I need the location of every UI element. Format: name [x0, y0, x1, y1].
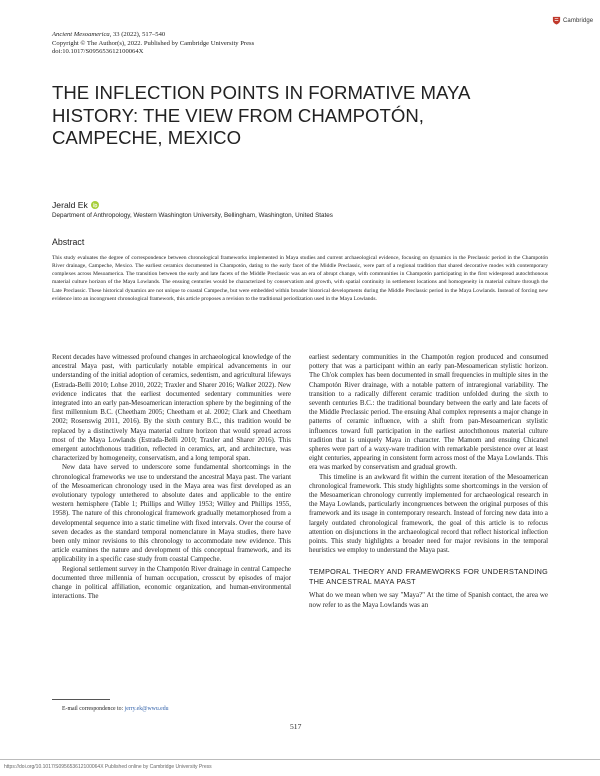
body-right-column — [309, 353, 548, 610]
page-number: 517 — [290, 722, 302, 731]
journal-name: Ancient Mesoamerica — [52, 31, 110, 38]
author-line — [52, 200, 99, 210]
orcid-icon[interactable] — [91, 201, 99, 209]
journal-meta — [52, 31, 254, 57]
journal-volume-pages: , 33 (2022), 517–540 — [109, 31, 166, 38]
publisher-logo — [552, 16, 593, 25]
copyright-line: Copyright © The Author(s), 2022. Published by Cambridge University Press — [52, 39, 255, 47]
footnote-label: E-mail correspondence to: — [62, 706, 125, 712]
footnote — [62, 706, 169, 712]
abstract-text: This study evaluates the degree of correspondence between chronological frameworks implemented in Maya studies and current archaeological evidence, focusing on dynamics in the Preclassic period in the Champotón River drainage, Campeche, Mexico. The earliest ceramics documented in Champotón, dating to the early facet of the Middle Preclassic, were part of a regional tradition that shared decorative modes with contemporary complexes across Mesoamerica. The transition between the early and late facets of the Middle Preclassic was an era of abrupt change, with communities in Champotón participating in the first widespread autochthonous material culture horizon of the Maya Lowlands. The ensuing centuries would be characterized by conservatism and growth, with spatial continuity in settlement locations and homogeneity in material culture through the Late Preclassic. These historical dynamics are not unique to coastal Campeche, but were embedded within broader historical developments during the Middle Preclassic period in the Maya Lowlands. Instead of forcing new evidence into an incongruent chronological framework, this article proposes a revision to the traditional periodization used in the Maya Lowlands. — [52, 255, 548, 302]
footnote-email-link[interactable]: jerry.ek@wwu.edu — [124, 706, 169, 712]
body-paragraph: What do we mean when we say "Maya?" At the time of Spanish contact, the area we now refer to as the Maya Lowlands was an — [309, 591, 548, 609]
body-paragraph: earliest sedentary communities in the Champotón region produced and consumed pottery that was a participant within an early pan-Mesoamerican stylistic horizon. The Ch'ok complex has been documented in small frequencies in multiple sites in the Champotón River drainage, with a notable pattern of intraregional variability. The transition to a radically different ceramic tradition unfolded during the sixth to seventh centuries B.C.: the traditional boundary between the early and late facets of the Middle Preclassic period. The ensuing Ahal complex represents a major change in patterns of ceramic influence, with a shift from pan-Mesoamerican stylistic influences toward full participation in the earliest autochthonous material culture tradition that is uniquely Maya in character. The Mamom and ensuing Chicanel spheres were part of a waxy-ware tradition with remarkable persistence over at least eight centuries, appearing in consistent form across most of the Maya Lowlands. This era was marked by conservatism and gradual growth. — [309, 353, 548, 472]
body-left-column — [52, 353, 291, 601]
body-paragraph: This timeline is an awkward fit within the current iteration of the Mesoamerican chronological framework. This study highlights some shortcomings in the version of the Mesoamerican chronology currently implemented for archaeological research in the Maya Lowlands, particularly incongruences between the original purposes of this framework and its usage in contemporary research. Instead of forcing new data into a largely outdated chronological framework, the goal of this article is to refocus attention on disjunctions in the archaeological record that reflect historical inflection points. This study highlights a broader need for major revisions in the temporal heuristics we employ to understand the Maya past. — [309, 472, 548, 555]
author-name: Jerald Ek — [52, 200, 88, 210]
section-heading: TEMPORAL THEORY AND FRAMEWORKS FOR UNDERSTANDING THE ANCESTRAL MAYA PAST — [309, 567, 548, 586]
publisher-logo-text: Cambridge — [563, 17, 594, 24]
bottom-doi-line[interactable]: https://doi.org/10.1017/S095653612100064X Published online by Cambridge University Press — [4, 764, 212, 770]
bottom-divider — [0, 759, 600, 760]
body-paragraph: Regional settlement survey in the Champotón River drainage in central Campeche documented three millennia of human occupation, crosscut by episodes of major change in political affiliation, economic organization, and human-environmental interactions. The — [52, 564, 291, 601]
body-paragraph: Recent decades have witnessed profound changes in archaeological knowledge of the ancestral Maya past, with particularly notable empirical advancements in our understanding of the initial adoption of ceramics, sedentism, and agricultural lifeways (Estrada-Belli 2010; Lohse 2010, 2022; Traxler and Sharer 2016; Walker 2022). New evidence indicates that the earliest documented sedentary communities were integrated into an early pan-Mesoamerican interaction sphere by the beginning of the first millennium B.C. (Cheetham 2005; Cheetham et al. 2002; Clark and Cheetham 2002; Rosenswig 2011, 2016). By the sixth century B.C., this tradition would be replaced by a distinctively Maya material culture horizon that would spread across most of the Maya Lowlands (Estrada-Belli 2010; Traxler and Sharer 2016). This emergent autochthonous tradition, reflected in ceramics, art, and architecture, was characterized by homogeneity, conservatism, and a long temporal span. — [52, 353, 291, 463]
cambridge-shield-icon — [552, 16, 561, 25]
body-paragraph: New data have served to underscore some fundamental shortcomings in the chronological frameworks we use to understand the ancestral Maya past. The variant of the Mesoamerican chronology used in the Maya area was first developed as an evolutionary typology untethered to absolute dates and applicable to the entire western hemisphere (Table 1; Phillips and Willey 1953; Willey and Phillips 1955, 1958). The nature of this chronological framework gradually metamorphosed from a developmental sequence into a static timeline with fixed intervals. Over the course of seven decades as the standard temporal nomenclature in Maya studies, there have been only minor revisions to this chronology to accommodate new evidence. This article examines the nature and development of this conceptual framework, and its applicability in a specific case study from coastal Campeche. — [52, 463, 291, 564]
article-title: THE INFLECTION POINTS IN FORMATIVE MAYA HISTORY: THE VIEW FROM CHAMPOTÓN, CAMPECHE, MEXICO — [52, 82, 470, 148]
footnote-divider — [52, 699, 110, 700]
article-doi: doi:10.1017/S095653612100064X — [52, 48, 144, 56]
abstract-heading: Abstract — [52, 237, 85, 247]
author-affiliation: Department of Anthropology, Western Washington University, Bellingham, Washington, United States — [52, 212, 333, 219]
